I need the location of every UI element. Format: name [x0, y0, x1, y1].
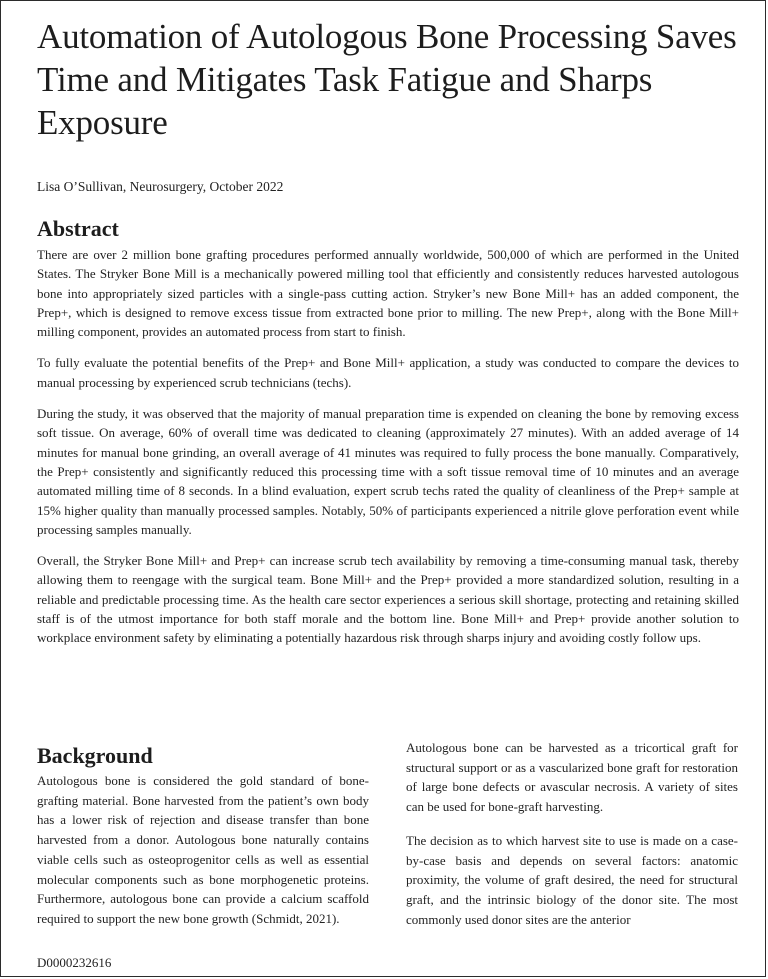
abstract-paragraph: Overall, the Stryker Bone Mill+ and Prep+ can increase scrub tech availability by removing a time-consuming manual task, thereby allowing them to reengage with the surgical team. Bone Mill+ and the Prep+ provided a more standardized solution, resulting in a reliable and predictable processing time. As the health care sector experiences a serious skill shortage, protecting and retaining skilled staff is of the utmost importance for both staff morale and the bottom line. Bone Mill+ and Prep+ provide another solution to workplace environment safety by eliminating a potentially hazardous risk through sharps injury and avoiding costly follow ups.	[37, 553, 739, 646]
background-right-column	[406, 738, 738, 943]
abstract-section	[37, 245, 739, 660]
background-paragraph: Autologous bone is considered the gold standard of bone-grafting material. Bone harvested from the patient’s own body has a lower risk of rejection and disease transfer than bone harvested from a donor. Autologous bone naturally contains viable cells such as osteoprogenitor cells as well as essential molecular components such as bone morphogenetic proteins. Furthermore, autologous bone can provide a calcium scaffold required to support the new bone growth (Schmidt, 2021).	[37, 773, 369, 926]
document-title: Automation of Autologous Bone Processing Saves Time and Mitigates Task Fatigue and Sharps Exposure	[37, 17, 737, 142]
background-paragraph: Autologous bone can be harvested as a tricortical graft for structural support or as a vascularized bone graft for restoration of large bone defects or avascular necrosis. A variety of sites can be used for bone-graft harvesting.	[406, 740, 738, 815]
background-paragraph: The decision as to which harvest site to use is made on a case-by-case basis and depends on several factors: anatomic proximity, the volume of graft desired, the need for structural graft, and the intrinsic biology of the donor site. The most commonly used donor sites are the anterior	[406, 832, 738, 927]
background-left-column	[37, 771, 369, 943]
author-byline: Lisa O’Sullivan, Neurosurgery, October 2022	[37, 179, 284, 194]
abstract-paragraph: During the study, it was observed that the majority of manual preparation time is expended on cleaning the bone by removing excess soft tissue. On average, 60% of overall time was dedicated to cleaning (approximately 27 minutes). With an added average of 14 minutes for manual bone grinding, an overall average of 41 minutes was required to fully process the bone manually. Comparatively, the Prep+ consistently and significantly reduced this processing time with a soft tissue removal time of 10 minutes and an average automated milling time of 8 seconds. In a blind evaluation, expert scrub techs rated the quality of cleanliness of the Prep+ sample at 15% higher quality than manually processed samples. Notably, 50% of participants experienced a nitrile glove perforation event while processing samples manually.	[37, 406, 739, 537]
background-heading: Background	[37, 743, 153, 768]
abstract-paragraph: To fully evaluate the potential benefits of the Prep+ and Bone Mill+ application, a study was conducted to compare the devices to manual processing by experienced scrub technicians (techs).	[37, 355, 739, 390]
document-id: D0000232616	[37, 955, 112, 970]
abstract-paragraph: There are over 2 million bone grafting procedures performed annually worldwide, 500,000 of which are performed in the United States. The Stryker Bone Mill is a mechanically powered milling tool that efficiently and consistently reduces harvested autologous bone into appropriately sized particles with a single-pass cutting action. Stryker’s new Bone Mill+ has an added component, the Prep+, which is designed to remove excess tissue from extracted bone prior to milling. The new Prep+, along with the Bone Mill+ milling component, provides an automated process from start to finish.	[37, 247, 739, 340]
abstract-heading: Abstract	[37, 216, 119, 241]
